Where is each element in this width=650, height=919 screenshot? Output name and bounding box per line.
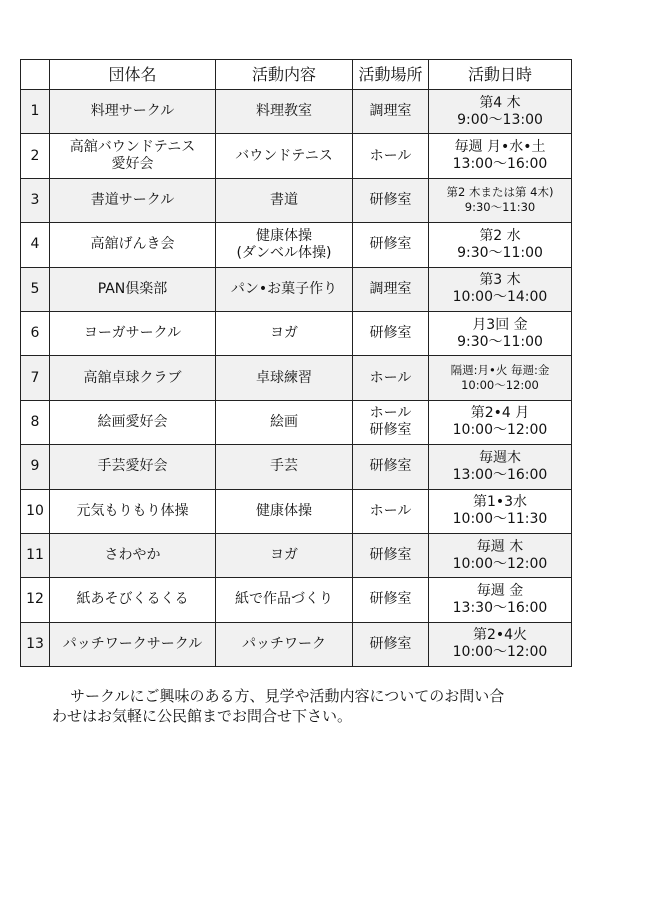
activity-datetime-line: 第2•4 月 [470, 405, 530, 422]
activity-datetime-line: 10:00〜12:00 [452, 422, 548, 439]
activity-content-cell [216, 622, 353, 666]
table-row [21, 223, 572, 267]
activity-place-line: 研修室 [369, 422, 412, 439]
group-name-line: 書道サークル [90, 191, 175, 208]
activity-datetime-line: 第2 木または第 4木) [446, 185, 554, 200]
row-number: 2 [21, 134, 50, 178]
activity-datetime-line: 第1•3水 [472, 494, 528, 511]
row-number: 10 [21, 489, 50, 533]
activity-datetime-line: 10:00〜12:00 [452, 644, 548, 661]
activity-content-line: ヨガ [270, 325, 298, 342]
activity-datetime-line: 第4 木 [479, 94, 521, 111]
inquiry-note [52, 686, 582, 726]
activity-content-line: 書道 [270, 191, 298, 208]
activity-content-line: 絵画 [270, 413, 298, 430]
header-number [21, 60, 50, 90]
activity-place-line: 研修室 [369, 325, 412, 342]
header-activity-datetime: 活動日時 [429, 60, 572, 90]
group-name-cell [50, 622, 216, 666]
row-number: 3 [21, 178, 50, 222]
row-number: 6 [21, 311, 50, 355]
activity-place-line: 研修室 [369, 191, 412, 208]
group-name-line: 料理サークル [90, 103, 175, 120]
activity-content-cell [216, 311, 353, 355]
activity-place-cell [353, 622, 429, 666]
row-number: 4 [21, 223, 50, 267]
activity-place-cell [353, 223, 429, 267]
group-name-cell [50, 90, 216, 134]
activity-datetime-cell [429, 134, 572, 178]
activity-content-cell [216, 578, 353, 622]
activity-place-line: 研修室 [369, 591, 412, 608]
activity-place-line: 調理室 [369, 103, 412, 120]
activity-content-cell [216, 223, 353, 267]
activity-content-line: 健康体操 [256, 227, 312, 244]
activity-content-cell [216, 489, 353, 533]
activity-datetime-cell [429, 311, 572, 355]
table-row [21, 267, 572, 311]
group-name-line: パッチワークサークル [62, 635, 203, 652]
row-number: 13 [21, 622, 50, 666]
inquiry-note-line-2: わせはお気軽に公民館までお問合せ下さい。 [52, 707, 353, 725]
header-activity-place: 活動場所 [353, 60, 429, 90]
row-number: 1 [21, 90, 50, 134]
group-name-cell [50, 400, 216, 444]
activity-place-line: ホール [369, 405, 412, 422]
group-name-line: 元気もりもり体操 [76, 502, 189, 519]
activity-datetime-line: 10:00〜12:00 [461, 378, 539, 393]
row-number: 9 [21, 445, 50, 489]
table-row [21, 356, 572, 400]
circle-schedule-table [20, 59, 572, 667]
activity-datetime-cell [429, 90, 572, 134]
table-body [21, 90, 572, 667]
activity-place-line: 研修室 [369, 635, 412, 652]
activity-datetime-cell [429, 445, 572, 489]
activity-datetime-line: 隔週:月•火 毎週:金 [450, 363, 550, 378]
activity-place-cell [353, 356, 429, 400]
activity-datetime-line: 9:00〜13:00 [457, 111, 543, 128]
activity-content-line: パン•お菓子作り [230, 280, 338, 297]
table-row [21, 311, 572, 355]
table-row [21, 489, 572, 533]
group-name-cell [50, 267, 216, 311]
group-name-cell [50, 356, 216, 400]
activity-place-cell [353, 400, 429, 444]
group-name-line: さわやか [104, 547, 161, 564]
header-group-name: 団体名 [50, 60, 216, 90]
group-name-line: 愛好会 [111, 156, 154, 173]
activity-place-cell [353, 267, 429, 311]
row-number: 12 [21, 578, 50, 622]
activity-datetime-cell [429, 178, 572, 222]
activity-datetime-cell [429, 400, 572, 444]
activity-datetime-line: 月3回 金 [472, 316, 528, 333]
activity-datetime-line: 第2•4火 [472, 627, 528, 644]
group-name-cell [50, 489, 216, 533]
activity-content-cell [216, 90, 353, 134]
row-number: 8 [21, 400, 50, 444]
activity-content-cell [216, 400, 353, 444]
table-row [21, 533, 572, 577]
activity-place-line: ホール [369, 502, 412, 519]
activity-datetime-line: 9:30〜11:30 [464, 200, 536, 215]
row-number: 11 [21, 533, 50, 577]
activity-datetime-cell [429, 267, 572, 311]
table-row [21, 578, 572, 622]
group-name-cell [50, 134, 216, 178]
activity-place-line: ホール [369, 369, 412, 386]
activity-place-cell [353, 311, 429, 355]
activity-place-cell [353, 489, 429, 533]
table-row [21, 400, 572, 444]
activity-place-line: 調理室 [369, 280, 412, 297]
activity-datetime-cell [429, 578, 572, 622]
activity-content-line: パッチワーク [242, 635, 326, 652]
group-name-cell [50, 533, 216, 577]
group-name-cell [50, 178, 216, 222]
activity-place-cell [353, 533, 429, 577]
group-name-cell [50, 578, 216, 622]
activity-content-line: (ダンベル体操) [236, 244, 332, 261]
activity-place-cell [353, 90, 429, 134]
activity-datetime-line: 毎週 金 [476, 582, 524, 599]
group-name-line: 紙あそびくるくる [76, 591, 189, 608]
group-name-line: 手芸愛好会 [97, 458, 168, 475]
activity-datetime-line: 10:00〜12:00 [452, 555, 548, 572]
table-row [21, 445, 572, 489]
table-header-row [21, 60, 572, 90]
activity-datetime-cell [429, 622, 572, 666]
group-name-line: 高舘卓球クラブ [83, 369, 182, 386]
table-row [21, 134, 572, 178]
activity-datetime-cell [429, 356, 572, 400]
activity-datetime-line: 13:30〜16:00 [452, 599, 548, 616]
activity-place-line: 研修室 [369, 547, 412, 564]
activity-place-cell [353, 578, 429, 622]
activity-place-cell [353, 445, 429, 489]
group-name-line: PAN倶楽部 [97, 280, 168, 297]
activity-content-line: 卓球練習 [256, 369, 312, 386]
group-name-line: 高舘バウンドテニス [69, 139, 196, 156]
activity-content-line: バウンドテニス [235, 147, 333, 164]
activity-datetime-cell [429, 489, 572, 533]
activity-content-cell [216, 533, 353, 577]
activity-content-line: 手芸 [270, 458, 298, 475]
table-row [21, 90, 572, 134]
group-name-cell [50, 311, 216, 355]
activity-datetime-line: 13:00〜16:00 [452, 156, 548, 173]
table-row [21, 178, 572, 222]
activity-place-line: 研修室 [369, 458, 412, 475]
group-name-line: ヨーガサークル [83, 325, 182, 342]
activity-datetime-line: 10:00〜11:30 [452, 511, 548, 528]
activity-datetime-line: 第2 水 [479, 227, 521, 244]
row-number: 5 [21, 267, 50, 311]
activity-place-cell [353, 134, 429, 178]
activity-datetime-line: 9:30〜11:00 [457, 333, 543, 350]
activity-content-cell [216, 267, 353, 311]
activity-datetime-line: 第3 木 [479, 272, 521, 289]
group-name-line: 高舘げんき会 [90, 236, 175, 253]
activity-content-cell [216, 178, 353, 222]
activity-content-line: 紙で作品づくり [235, 591, 333, 608]
activity-place-cell [353, 178, 429, 222]
activity-content-line: 料理教室 [256, 103, 312, 120]
header-activity-content: 活動内容 [216, 60, 353, 90]
activity-datetime-cell [429, 533, 572, 577]
group-name-cell [50, 445, 216, 489]
activity-content-line: 健康体操 [256, 502, 312, 519]
group-name-cell [50, 223, 216, 267]
activity-content-cell [216, 445, 353, 489]
activity-place-line: 研修室 [369, 236, 412, 253]
activity-datetime-line: 毎週 月•水•土 [454, 139, 546, 156]
group-name-line: 絵画愛好会 [97, 413, 168, 430]
activity-content-cell [216, 134, 353, 178]
activity-content-line: ヨガ [270, 547, 298, 564]
activity-datetime-cell [429, 223, 572, 267]
activity-datetime-line: 9:30〜11:00 [457, 244, 543, 261]
activity-datetime-line: 13:00〜16:00 [452, 466, 548, 483]
activity-place-line: ホール [369, 147, 412, 164]
activity-datetime-line: 毎週木 [479, 449, 521, 466]
table-row [21, 622, 572, 666]
activity-datetime-line: 10:00〜14:00 [452, 289, 548, 306]
row-number: 7 [21, 356, 50, 400]
activity-datetime-line: 毎週 木 [476, 538, 524, 555]
inquiry-note-line-1: サークルにご興味のある方、見学や活動内容についてのお問い合 [70, 687, 505, 705]
activity-content-cell [216, 356, 353, 400]
